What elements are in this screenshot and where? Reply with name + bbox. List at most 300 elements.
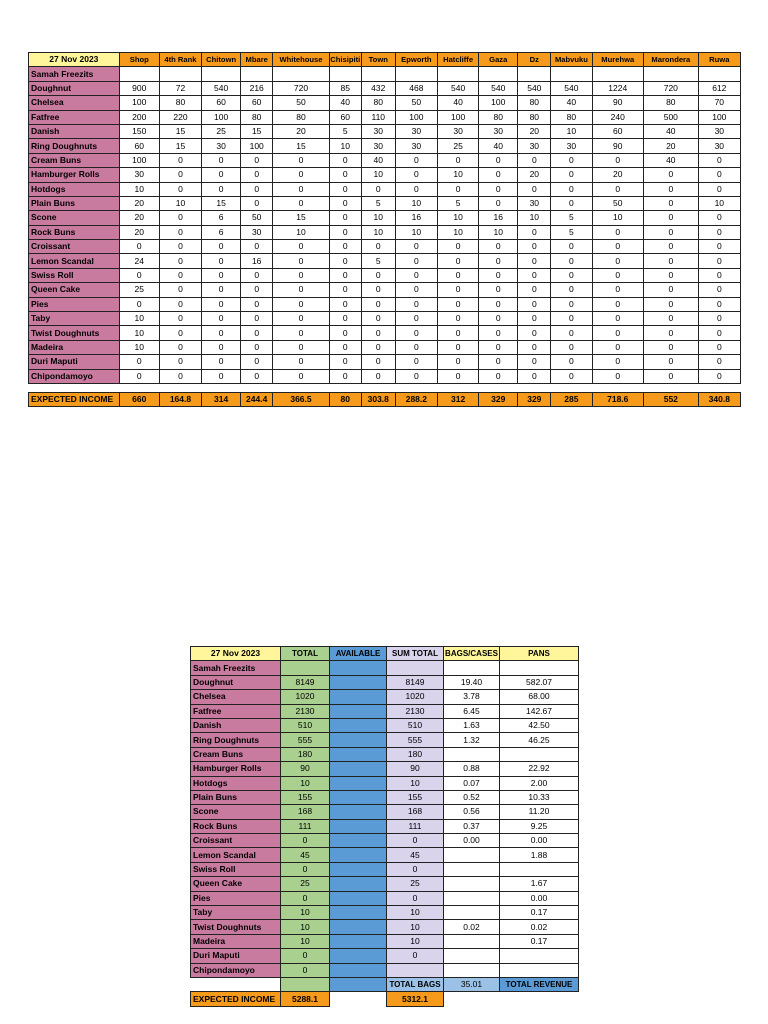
bags-cases-cell[interactable]: 0.88 bbox=[444, 762, 500, 776]
pans-cell[interactable]: 0.00 bbox=[500, 834, 579, 848]
total-cell[interactable]: 10 bbox=[281, 934, 330, 948]
quantity-cell[interactable]: 6 bbox=[202, 225, 241, 239]
pans-cell[interactable]: 68.00 bbox=[500, 690, 579, 704]
total-cell[interactable]: 155 bbox=[281, 790, 330, 804]
bags-cases-cell[interactable]: 0.02 bbox=[444, 920, 500, 934]
quantity-cell[interactable]: 0 bbox=[592, 312, 644, 326]
available-cell[interactable] bbox=[330, 704, 387, 718]
date-cell[interactable]: 27 Nov 2023 bbox=[191, 647, 281, 661]
sum-total-cell[interactable]: 0 bbox=[387, 862, 444, 876]
quantity-cell[interactable]: 0 bbox=[159, 182, 201, 196]
quantity-cell[interactable]: 80 bbox=[551, 110, 592, 124]
quantity-cell[interactable]: 0 bbox=[329, 240, 361, 254]
sum-total-cell[interactable]: 0 bbox=[387, 834, 444, 848]
sum-total-cell[interactable]: 155 bbox=[387, 790, 444, 804]
product-name-cell[interactable]: Queen Cake bbox=[29, 283, 120, 297]
quantity-cell[interactable]: 0 bbox=[644, 254, 699, 268]
expected-income-label[interactable]: EXPECTED INCOME bbox=[29, 392, 120, 406]
quantity-cell[interactable]: 0 bbox=[159, 211, 201, 225]
quantity-cell[interactable]: 0 bbox=[329, 153, 361, 167]
total-cell[interactable] bbox=[281, 977, 330, 991]
quantity-cell[interactable]: 0 bbox=[592, 283, 644, 297]
quantity-cell[interactable]: 90 bbox=[592, 96, 644, 110]
empty-cell[interactable] bbox=[644, 67, 699, 81]
quantity-cell[interactable]: 0 bbox=[159, 240, 201, 254]
quantity-cell[interactable]: 0 bbox=[592, 268, 644, 282]
quantity-cell[interactable]: 0 bbox=[159, 168, 201, 182]
empty-cell[interactable] bbox=[395, 67, 437, 81]
quantity-cell[interactable]: 0 bbox=[202, 340, 241, 354]
quantity-cell[interactable]: 0 bbox=[329, 211, 361, 225]
quantity-cell[interactable]: 0 bbox=[698, 268, 740, 282]
total-revenue-label[interactable]: TOTAL REVENUE bbox=[500, 977, 579, 991]
pans-cell[interactable] bbox=[500, 862, 579, 876]
quantity-cell[interactable]: 30 bbox=[518, 139, 551, 153]
expected-income-total[interactable]: 5288.1 bbox=[281, 992, 330, 1006]
available-cell[interactable] bbox=[330, 920, 387, 934]
quantity-cell[interactable]: 0 bbox=[202, 268, 241, 282]
quantity-cell[interactable]: 0 bbox=[437, 283, 478, 297]
quantity-cell[interactable]: 15 bbox=[202, 196, 241, 210]
quantity-cell[interactable]: 80 bbox=[273, 110, 330, 124]
quantity-cell[interactable]: 0 bbox=[119, 240, 159, 254]
available-cell[interactable] bbox=[330, 934, 387, 948]
quantity-cell[interactable]: 30 bbox=[437, 124, 478, 138]
column-header-cell[interactable]: Whitehouse bbox=[273, 53, 330, 67]
quantity-cell[interactable]: 0 bbox=[551, 297, 592, 311]
quantity-cell[interactable]: 0 bbox=[202, 153, 241, 167]
bags-cases-cell[interactable] bbox=[444, 862, 500, 876]
section-label-cell[interactable]: Samah Freezits bbox=[191, 661, 281, 675]
product-name-cell[interactable]: Doughnut bbox=[29, 81, 120, 95]
quantity-cell[interactable]: 0 bbox=[273, 340, 330, 354]
quantity-cell[interactable]: 0 bbox=[395, 312, 437, 326]
quantity-cell[interactable]: 15 bbox=[159, 139, 201, 153]
bags-cases-cell[interactable] bbox=[444, 747, 500, 761]
quantity-cell[interactable]: 0 bbox=[395, 326, 437, 340]
quantity-cell[interactable]: 0 bbox=[551, 268, 592, 282]
bags-cases-cell[interactable] bbox=[444, 949, 500, 963]
quantity-cell[interactable]: 0 bbox=[395, 182, 437, 196]
product-name-cell[interactable]: Scone bbox=[29, 211, 120, 225]
total-cell[interactable]: 90 bbox=[281, 762, 330, 776]
quantity-cell[interactable]: 0 bbox=[241, 153, 273, 167]
total-cell[interactable]: 168 bbox=[281, 805, 330, 819]
product-name-cell[interactable]: Fatfree bbox=[29, 110, 120, 124]
pans-cell[interactable]: 2.00 bbox=[500, 776, 579, 790]
quantity-cell[interactable]: 500 bbox=[644, 110, 699, 124]
date-cell[interactable]: 27 Nov 2023 bbox=[29, 53, 120, 67]
quantity-cell[interactable]: 10 bbox=[119, 312, 159, 326]
total-cell[interactable]: 2130 bbox=[281, 704, 330, 718]
quantity-cell[interactable]: 0 bbox=[241, 283, 273, 297]
quantity-cell[interactable]: 0 bbox=[698, 254, 740, 268]
quantity-cell[interactable]: 0 bbox=[241, 196, 273, 210]
quantity-cell[interactable]: 0 bbox=[361, 297, 395, 311]
quantity-cell[interactable]: 30 bbox=[361, 139, 395, 153]
quantity-cell[interactable]: 0 bbox=[551, 168, 592, 182]
quantity-cell[interactable]: 0 bbox=[698, 283, 740, 297]
quantity-cell[interactable]: 100 bbox=[241, 139, 273, 153]
quantity-cell[interactable]: 0 bbox=[159, 283, 201, 297]
quantity-cell[interactable]: 0 bbox=[273, 312, 330, 326]
quantity-cell[interactable]: 20 bbox=[119, 225, 159, 239]
column-header-cell[interactable]: Dz bbox=[518, 53, 551, 67]
quantity-cell[interactable]: 468 bbox=[395, 81, 437, 95]
quantity-cell[interactable]: 0 bbox=[518, 254, 551, 268]
quantity-cell[interactable]: 0 bbox=[395, 355, 437, 369]
quantity-cell[interactable]: 0 bbox=[202, 312, 241, 326]
quantity-cell[interactable]: 0 bbox=[159, 326, 201, 340]
sum-total-cell[interactable]: 45 bbox=[387, 848, 444, 862]
quantity-cell[interactable]: 0 bbox=[395, 297, 437, 311]
quantity-cell[interactable]: 0 bbox=[329, 254, 361, 268]
available-cell[interactable] bbox=[330, 718, 387, 732]
sum-total-cell[interactable]: 180 bbox=[387, 747, 444, 761]
available-cell[interactable] bbox=[330, 733, 387, 747]
empty-cell[interactable] bbox=[437, 67, 478, 81]
quantity-cell[interactable]: 0 bbox=[551, 355, 592, 369]
expected-income-value[interactable]: 329 bbox=[479, 392, 518, 406]
column-header-cell[interactable]: Gaza bbox=[479, 53, 518, 67]
quantity-cell[interactable]: 0 bbox=[479, 254, 518, 268]
quantity-cell[interactable]: 0 bbox=[119, 369, 159, 383]
quantity-cell[interactable]: 0 bbox=[241, 369, 273, 383]
product-name-cell[interactable]: Queen Cake bbox=[191, 877, 281, 891]
bags-cases-cell[interactable] bbox=[444, 906, 500, 920]
quantity-cell[interactable]: 0 bbox=[202, 168, 241, 182]
product-name-cell[interactable]: Hamburger Rolls bbox=[29, 168, 120, 182]
quantity-cell[interactable]: 0 bbox=[479, 240, 518, 254]
empty-cell[interactable] bbox=[387, 661, 444, 675]
quantity-cell[interactable]: 10 bbox=[395, 196, 437, 210]
quantity-cell[interactable]: 0 bbox=[395, 240, 437, 254]
quantity-cell[interactable]: 0 bbox=[698, 312, 740, 326]
quantity-cell[interactable]: 5 bbox=[437, 196, 478, 210]
quantity-cell[interactable]: 100 bbox=[479, 96, 518, 110]
quantity-cell[interactable]: 0 bbox=[329, 268, 361, 282]
quantity-cell[interactable]: 0 bbox=[644, 211, 699, 225]
quantity-cell[interactable]: 0 bbox=[273, 254, 330, 268]
product-name-cell[interactable]: Fatfree bbox=[191, 704, 281, 718]
quantity-cell[interactable]: 80 bbox=[518, 96, 551, 110]
quantity-cell[interactable]: 0 bbox=[479, 355, 518, 369]
quantity-cell[interactable]: 100 bbox=[119, 96, 159, 110]
pans-cell[interactable]: 1.88 bbox=[500, 848, 579, 862]
quantity-cell[interactable]: 0 bbox=[518, 355, 551, 369]
quantity-cell[interactable]: 0 bbox=[437, 182, 478, 196]
quantity-cell[interactable]: 50 bbox=[241, 211, 273, 225]
bags-cases-cell[interactable] bbox=[444, 848, 500, 862]
quantity-cell[interactable]: 0 bbox=[119, 297, 159, 311]
pans-cell[interactable] bbox=[500, 747, 579, 761]
total-cell[interactable]: 8149 bbox=[281, 675, 330, 689]
bags-cases-cell[interactable] bbox=[444, 891, 500, 905]
quantity-cell[interactable]: 0 bbox=[273, 196, 330, 210]
quantity-cell[interactable]: 15 bbox=[273, 139, 330, 153]
quantity-cell[interactable]: 216 bbox=[241, 81, 273, 95]
quantity-cell[interactable]: 0 bbox=[644, 182, 699, 196]
sum-total-cell[interactable]: 25 bbox=[387, 877, 444, 891]
pans-cell[interactable]: 22.92 bbox=[500, 762, 579, 776]
quantity-cell[interactable]: 25 bbox=[202, 124, 241, 138]
product-name-cell[interactable]: Plain Buns bbox=[29, 196, 120, 210]
pans-cell[interactable]: 0.00 bbox=[500, 891, 579, 905]
product-name-cell[interactable]: Hotdogs bbox=[191, 776, 281, 790]
quantity-cell[interactable]: 0 bbox=[329, 297, 361, 311]
product-name-cell[interactable]: Croissant bbox=[29, 240, 120, 254]
quantity-cell[interactable]: 0 bbox=[518, 369, 551, 383]
empty-cell[interactable] bbox=[444, 661, 500, 675]
total-cell[interactable]: 0 bbox=[281, 834, 330, 848]
quantity-cell[interactable]: 0 bbox=[479, 153, 518, 167]
quantity-cell[interactable]: 0 bbox=[644, 268, 699, 282]
quantity-cell[interactable]: 540 bbox=[202, 81, 241, 95]
sum-total-cell[interactable]: 168 bbox=[387, 805, 444, 819]
quantity-cell[interactable]: 20 bbox=[518, 124, 551, 138]
available-cell[interactable] bbox=[330, 862, 387, 876]
expected-income-value[interactable]: 164.8 bbox=[159, 392, 201, 406]
quantity-cell[interactable]: 20 bbox=[119, 196, 159, 210]
quantity-cell[interactable]: 0 bbox=[202, 283, 241, 297]
quantity-cell[interactable]: 110 bbox=[361, 110, 395, 124]
product-name-cell[interactable]: Chelsea bbox=[191, 690, 281, 704]
quantity-cell[interactable]: 0 bbox=[698, 240, 740, 254]
empty-cell[interactable] bbox=[329, 67, 361, 81]
quantity-cell[interactable]: 0 bbox=[361, 240, 395, 254]
quantity-cell[interactable]: 60 bbox=[119, 139, 159, 153]
pans-cell[interactable]: 142.67 bbox=[500, 704, 579, 718]
product-name-cell[interactable]: Madeira bbox=[29, 340, 120, 354]
expected-income-value[interactable]: 303.8 bbox=[361, 392, 395, 406]
bags-cases-cell[interactable] bbox=[444, 934, 500, 948]
quantity-cell[interactable]: 70 bbox=[698, 96, 740, 110]
column-header-cell[interactable]: Ruwa bbox=[698, 53, 740, 67]
column-header-cell[interactable]: Chisipiti bbox=[329, 53, 361, 67]
column-header-cell[interactable]: Town bbox=[361, 53, 395, 67]
pans-cell[interactable]: 0.02 bbox=[500, 920, 579, 934]
quantity-cell[interactable]: 85 bbox=[329, 81, 361, 95]
quantity-cell[interactable]: 16 bbox=[241, 254, 273, 268]
quantity-cell[interactable]: 30 bbox=[241, 225, 273, 239]
quantity-cell[interactable]: 0 bbox=[551, 153, 592, 167]
quantity-cell[interactable]: 0 bbox=[273, 297, 330, 311]
quantity-cell[interactable]: 0 bbox=[644, 283, 699, 297]
quantity-cell[interactable]: 10 bbox=[361, 211, 395, 225]
quantity-cell[interactable]: 0 bbox=[119, 268, 159, 282]
quantity-cell[interactable]: 220 bbox=[159, 110, 201, 124]
quantity-cell[interactable]: 0 bbox=[241, 240, 273, 254]
total-cell[interactable]: 0 bbox=[281, 862, 330, 876]
quantity-cell[interactable]: 0 bbox=[592, 355, 644, 369]
total-bags-label[interactable]: TOTAL BAGS bbox=[387, 977, 444, 991]
product-name-cell[interactable]: Cream Buns bbox=[29, 153, 120, 167]
quantity-cell[interactable]: 0 bbox=[241, 355, 273, 369]
quantity-cell[interactable]: 25 bbox=[437, 139, 478, 153]
quantity-cell[interactable]: 30 bbox=[395, 124, 437, 138]
pans-cell[interactable] bbox=[500, 963, 579, 977]
quantity-cell[interactable]: 25 bbox=[119, 283, 159, 297]
quantity-cell[interactable]: 10 bbox=[159, 196, 201, 210]
column-header-cell[interactable]: AVAILABLE bbox=[330, 647, 387, 661]
sum-total-cell[interactable]: 10 bbox=[387, 906, 444, 920]
quantity-cell[interactable]: 0 bbox=[329, 182, 361, 196]
product-name-cell[interactable]: Madeira bbox=[191, 934, 281, 948]
product-name-cell[interactable]: Croissant bbox=[191, 834, 281, 848]
quantity-cell[interactable]: 0 bbox=[329, 369, 361, 383]
sum-total-cell[interactable]: 90 bbox=[387, 762, 444, 776]
empty-cell[interactable] bbox=[281, 661, 330, 675]
total-cell[interactable]: 510 bbox=[281, 718, 330, 732]
quantity-cell[interactable]: 40 bbox=[329, 96, 361, 110]
quantity-cell[interactable]: 10 bbox=[361, 168, 395, 182]
quantity-cell[interactable]: 150 bbox=[119, 124, 159, 138]
available-cell[interactable] bbox=[330, 848, 387, 862]
quantity-cell[interactable]: 50 bbox=[395, 96, 437, 110]
empty-cell[interactable] bbox=[592, 67, 644, 81]
quantity-cell[interactable]: 0 bbox=[329, 340, 361, 354]
quantity-cell[interactable]: 1224 bbox=[592, 81, 644, 95]
quantity-cell[interactable]: 0 bbox=[159, 254, 201, 268]
sum-total-cell[interactable]: 111 bbox=[387, 819, 444, 833]
quantity-cell[interactable]: 0 bbox=[518, 283, 551, 297]
product-name-cell[interactable]: Ring Doughnuts bbox=[191, 733, 281, 747]
empty-cell[interactable] bbox=[698, 67, 740, 81]
quantity-cell[interactable]: 0 bbox=[551, 283, 592, 297]
quantity-cell[interactable]: 0 bbox=[437, 312, 478, 326]
quantity-cell[interactable]: 0 bbox=[698, 225, 740, 239]
quantity-cell[interactable]: 10 bbox=[698, 196, 740, 210]
available-cell[interactable] bbox=[330, 949, 387, 963]
empty-cell[interactable] bbox=[518, 67, 551, 81]
empty-cell[interactable] bbox=[479, 67, 518, 81]
quantity-cell[interactable]: 0 bbox=[395, 254, 437, 268]
quantity-cell[interactable]: 240 bbox=[592, 110, 644, 124]
quantity-cell[interactable]: 0 bbox=[361, 369, 395, 383]
quantity-cell[interactable]: 0 bbox=[202, 240, 241, 254]
pans-cell[interactable]: 0.17 bbox=[500, 906, 579, 920]
quantity-cell[interactable]: 0 bbox=[551, 240, 592, 254]
bags-cases-cell[interactable] bbox=[444, 963, 500, 977]
quantity-cell[interactable]: 0 bbox=[698, 168, 740, 182]
quantity-cell[interactable]: 0 bbox=[698, 153, 740, 167]
quantity-cell[interactable]: 0 bbox=[518, 326, 551, 340]
section-label-cell[interactable]: Samah Freezits bbox=[29, 67, 120, 81]
quantity-cell[interactable]: 0 bbox=[329, 225, 361, 239]
quantity-cell[interactable]: 0 bbox=[592, 254, 644, 268]
quantity-cell[interactable]: 20 bbox=[592, 168, 644, 182]
quantity-cell[interactable]: 0 bbox=[698, 297, 740, 311]
quantity-cell[interactable]: 30 bbox=[119, 168, 159, 182]
total-cell[interactable]: 555 bbox=[281, 733, 330, 747]
column-header-cell[interactable]: PANS bbox=[500, 647, 579, 661]
bags-cases-cell[interactable]: 0.56 bbox=[444, 805, 500, 819]
quantity-cell[interactable]: 0 bbox=[479, 168, 518, 182]
quantity-cell[interactable]: 0 bbox=[241, 268, 273, 282]
pans-cell[interactable]: 0.17 bbox=[500, 934, 579, 948]
quantity-cell[interactable]: 30 bbox=[698, 124, 740, 138]
product-name-cell[interactable]: Doughnut bbox=[191, 675, 281, 689]
expected-income-value[interactable]: 366.5 bbox=[273, 392, 330, 406]
product-name-cell[interactable]: Chipondamoyo bbox=[191, 963, 281, 977]
empty-cell[interactable] bbox=[241, 67, 273, 81]
empty-cell[interactable] bbox=[551, 67, 592, 81]
quantity-cell[interactable]: 60 bbox=[592, 124, 644, 138]
quantity-cell[interactable]: 0 bbox=[202, 297, 241, 311]
quantity-cell[interactable]: 0 bbox=[273, 268, 330, 282]
product-name-cell[interactable]: Swiss Roll bbox=[29, 268, 120, 282]
pans-cell[interactable]: 9.25 bbox=[500, 819, 579, 833]
quantity-cell[interactable]: 100 bbox=[202, 110, 241, 124]
quantity-cell[interactable]: 0 bbox=[241, 182, 273, 196]
quantity-cell[interactable]: 0 bbox=[592, 326, 644, 340]
quantity-cell[interactable]: 200 bbox=[119, 110, 159, 124]
quantity-cell[interactable]: 0 bbox=[479, 326, 518, 340]
quantity-cell[interactable]: 0 bbox=[644, 369, 699, 383]
quantity-cell[interactable]: 0 bbox=[698, 182, 740, 196]
column-header-cell[interactable]: Marondera bbox=[644, 53, 699, 67]
quantity-cell[interactable]: 5 bbox=[361, 196, 395, 210]
quantity-cell[interactable]: 0 bbox=[437, 240, 478, 254]
available-cell[interactable] bbox=[330, 891, 387, 905]
quantity-cell[interactable]: 0 bbox=[361, 283, 395, 297]
quantity-cell[interactable]: 50 bbox=[592, 196, 644, 210]
quantity-cell[interactable]: 30 bbox=[395, 139, 437, 153]
pans-cell[interactable]: 582.07 bbox=[500, 675, 579, 689]
expected-income-sum[interactable]: 5312.1 bbox=[387, 992, 444, 1006]
quantity-cell[interactable]: 0 bbox=[698, 340, 740, 354]
total-cell[interactable]: 10 bbox=[281, 920, 330, 934]
product-name-cell[interactable]: Taby bbox=[29, 312, 120, 326]
quantity-cell[interactable]: 0 bbox=[395, 153, 437, 167]
quantity-cell[interactable]: 30 bbox=[698, 139, 740, 153]
sum-total-cell[interactable]: 2130 bbox=[387, 704, 444, 718]
quantity-cell[interactable]: 10 bbox=[518, 211, 551, 225]
available-cell[interactable] bbox=[330, 790, 387, 804]
product-name-cell[interactable]: Scone bbox=[191, 805, 281, 819]
quantity-cell[interactable]: 0 bbox=[479, 312, 518, 326]
bags-cases-cell[interactable]: 0.37 bbox=[444, 819, 500, 833]
quantity-cell[interactable]: 0 bbox=[273, 326, 330, 340]
quantity-cell[interactable]: 0 bbox=[551, 312, 592, 326]
available-cell[interactable] bbox=[330, 747, 387, 761]
quantity-cell[interactable]: 40 bbox=[644, 124, 699, 138]
quantity-cell[interactable]: 30 bbox=[518, 196, 551, 210]
total-cell[interactable]: 1020 bbox=[281, 690, 330, 704]
quantity-cell[interactable]: 0 bbox=[518, 182, 551, 196]
quantity-cell[interactable]: 0 bbox=[518, 240, 551, 254]
product-name-cell[interactable]: Chipondamoyo bbox=[29, 369, 120, 383]
quantity-cell[interactable]: 0 bbox=[273, 355, 330, 369]
sum-total-cell[interactable]: 10 bbox=[387, 776, 444, 790]
quantity-cell[interactable]: 100 bbox=[119, 153, 159, 167]
available-cell[interactable] bbox=[330, 690, 387, 704]
expected-income-value[interactable]: 288.2 bbox=[395, 392, 437, 406]
quantity-cell[interactable]: 24 bbox=[119, 254, 159, 268]
quantity-cell[interactable]: 16 bbox=[479, 211, 518, 225]
expected-income-value[interactable]: 314 bbox=[202, 392, 241, 406]
quantity-cell[interactable]: 10 bbox=[437, 168, 478, 182]
quantity-cell[interactable]: 0 bbox=[592, 297, 644, 311]
column-header-cell[interactable]: SUM TOTAL bbox=[387, 647, 444, 661]
expected-income-value[interactable]: 80 bbox=[329, 392, 361, 406]
quantity-cell[interactable]: 10 bbox=[437, 211, 478, 225]
product-name-cell[interactable]: Lemon Scandal bbox=[29, 254, 120, 268]
quantity-cell[interactable]: 0 bbox=[273, 283, 330, 297]
column-header-cell[interactable]: Chitown bbox=[202, 53, 241, 67]
product-name-cell[interactable]: Ring Doughnuts bbox=[29, 139, 120, 153]
product-name-cell[interactable]: Rock Buns bbox=[191, 819, 281, 833]
